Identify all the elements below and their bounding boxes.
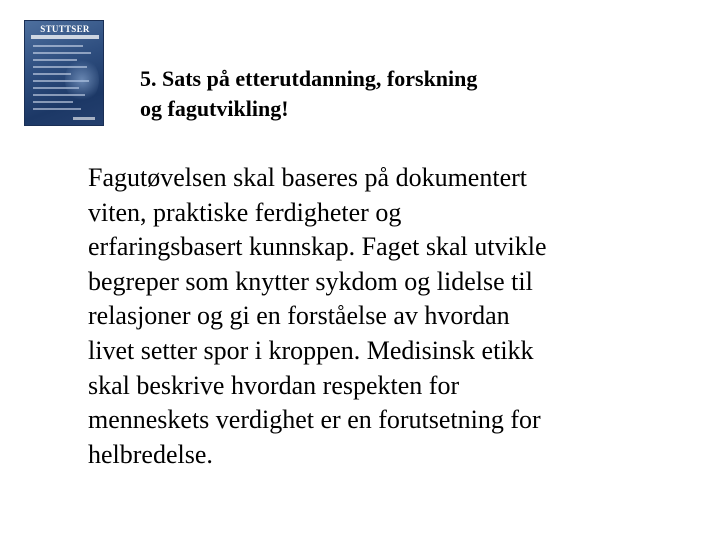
body-line: relasjoner og gi en forståelse av hvordan <box>88 301 510 331</box>
body-line: skal beskrive hvordan respekten for <box>88 370 460 400</box>
body-line: helbredelse. <box>88 439 213 469</box>
body-line: begreper som knytter sykdom og lidelse til <box>88 266 533 296</box>
body-line: erfaringsbasert kunnskap. Faget skal utvikle <box>88 232 547 262</box>
slide-title-line: og fagutvikling! <box>140 96 289 121</box>
poster-heading: STUTTSER <box>40 24 90 34</box>
poster-glow <box>65 57 99 103</box>
poster-thumbnail <box>24 20 104 126</box>
body-line: viten, praktiske ferdigheter og <box>88 197 402 227</box>
poster-text-line <box>33 101 73 103</box>
poster-text-line <box>33 108 81 110</box>
body-line: menneskets verdighet er en forutsetning for <box>88 405 541 435</box>
poster-subtitle-bar <box>31 35 99 39</box>
poster-text-line <box>33 45 83 47</box>
poster-text-line <box>33 59 77 61</box>
body-line: livet setter spor i kroppen. Medisinsk etikk <box>88 335 534 365</box>
poster-footer-mark <box>73 117 95 120</box>
slide-title-line: 5. Sats på etterutdanning, forskning <box>140 66 478 91</box>
poster-text-line <box>33 52 91 54</box>
slide-title <box>140 64 660 124</box>
body-line: Fagutøvelsen skal baseres på dokumentert <box>88 163 527 192</box>
slide-body-text <box>88 161 688 472</box>
